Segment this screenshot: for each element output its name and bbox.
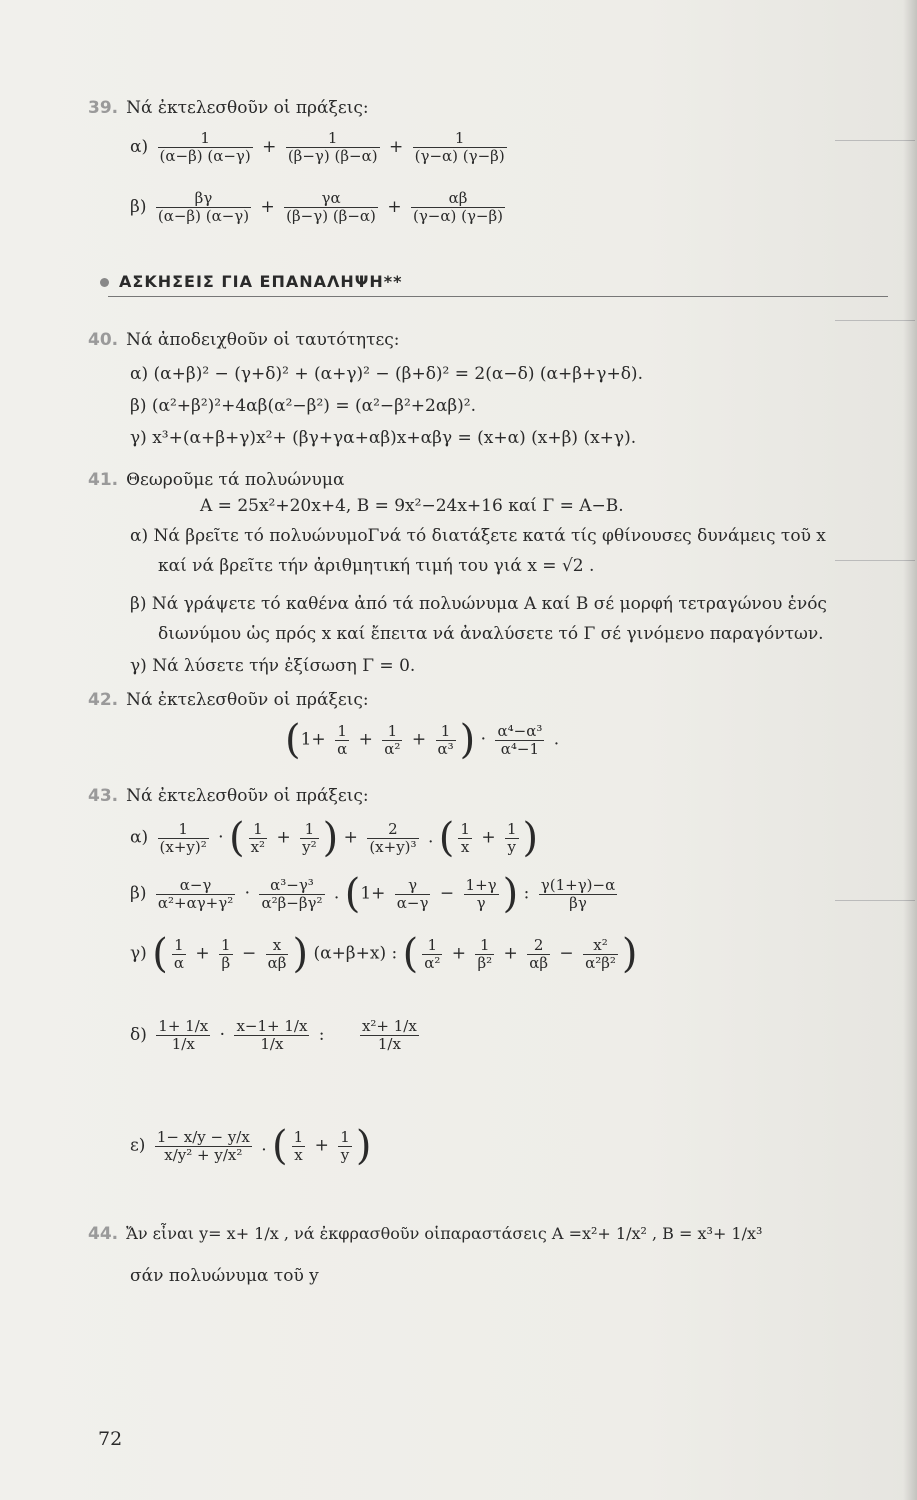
fraction: $\frac{\text{α⁴−α³}}{\text{α⁴−1}}$ bbox=[497, 721, 543, 758]
exercise-text: Νά ἐκτελεσθοῦν οἱ πράξεις: bbox=[126, 786, 369, 806]
exercise-text: Ἄν εἶναι y= x+ 1/x , νά ἐκφρασθοῦν οἱπαραστάσεις A =x²+ 1/x² , B = x³+ 1/x³ bbox=[126, 1224, 763, 1243]
section-heading bbox=[100, 272, 402, 292]
exercise-44-line1 bbox=[88, 1224, 762, 1244]
exercise-41-polynomials: A = 25x²+20x+4, B = 9x²−24x+16 καί Γ = A−B. bbox=[200, 496, 624, 516]
exercise-40c: γ) x³+(α+β+γ)x²+ (βγ+γα+αβ)x+αβγ = (x+α) (x+β) (x+γ). bbox=[130, 428, 637, 448]
exercise-43e: ε) $\frac{1- x/y - y/x}{\text{x/y² + y/x²}}$ . ( $\frac{1}{x}$ + $\frac{1}{y}$ ) bbox=[130, 1123, 372, 1169]
page-number: 72 bbox=[98, 1428, 123, 1450]
fraction: $\frac{1}{\text{α³}}$ bbox=[437, 721, 454, 758]
bullet-icon bbox=[100, 278, 109, 287]
exercise-number: 44. bbox=[88, 1224, 119, 1244]
exercise-number: 42. bbox=[88, 690, 119, 710]
exercise-43a: α) $\frac{1}{\text{(x+y)²}}$ · ( $\frac{1}{\text{x²}}$ + $\frac{1}{\text{y²}}$ ) + $\frac{2}{\text{(x+y)³}}$ . ( $\frac{1}{x}$ + $\frac{1}{y}$ ) bbox=[130, 815, 539, 861]
fraction: $\frac{1}{(\alpha-\beta) (\alpha-\gamma)}$ bbox=[159, 129, 251, 165]
page-shadow bbox=[903, 0, 917, 1500]
exercise-39-intro bbox=[88, 98, 369, 118]
exercise-39b: β) $\frac{\beta\gamma}{(\alpha-\beta) (\alpha-\gamma)}$ + $\frac{\gamma\alpha}{(\beta-\gamma) (\beta-\alpha)}$ + $\frac{\alpha\beta}{(\gamma-\alpha) (\gamma-\beta)}$ bbox=[130, 189, 504, 225]
exercise-42-intro bbox=[88, 690, 369, 710]
exercise-40a: α) (α+β)² − (γ+δ)² + (α+γ)² − (β+δ)² = 2(α−δ) (α+β+γ+δ). bbox=[130, 364, 643, 384]
item-label: β) bbox=[130, 197, 147, 217]
exercise-44-line2: σάν πολυώνυμα τοῦ y bbox=[130, 1266, 319, 1286]
fraction: $\frac{1}{(\gamma-\alpha) (\gamma-\beta)}$ bbox=[414, 129, 505, 165]
exercise-number: 41. bbox=[88, 470, 119, 490]
exercise-text: Νά ἐκτελεσθοῦν οἱ πράξεις: bbox=[126, 98, 369, 118]
exercise-41c: γ) Νά λύσετε τήν ἐξίσωση Γ = 0. bbox=[130, 656, 416, 676]
exercise-number: 39. bbox=[88, 98, 119, 118]
fraction: $\frac{1}{\alpha}$ bbox=[337, 721, 348, 758]
exercise-42-expression: (1+ $\frac{1}{\alpha}$ + $\frac{1}{\text{α²}}$ + $\frac{1}{\text{α³}}$ ) · $\frac{\text{α⁴−α³}}{\text{α⁴−1}}$ . bbox=[285, 717, 560, 763]
fraction: $\frac{\alpha\beta}{(\gamma-\alpha) (\gamma-\beta)}$ bbox=[412, 189, 504, 225]
exercise-40b: β) (α²+β²)²+4αβ(α²−β²) = (α²−β²+2αβ)². bbox=[130, 396, 477, 416]
fraction: $\frac{1}{\text{α²}}$ bbox=[384, 721, 401, 758]
section-title: ΑΣΚΗΣΕΙΣ ΓΙΑ ΕΠΑΝΑΛΗΨΗ** bbox=[119, 272, 403, 291]
exercise-number: 43. bbox=[88, 786, 119, 806]
divider bbox=[108, 296, 888, 297]
exercise-43c: γ) ( $\frac{1}{\alpha}$ + $\frac{1}{\beta}$ − $\frac{x}{\alpha\beta}$ ) (α+β+x) : ( $\frac{1}{\text{α²}}$ + $\frac{1}{\text{β²}}$ + $\frac{2}{\alpha\beta}$ − $\frac{\text{x²}}{\text{α²β²}}$ ) bbox=[130, 931, 638, 977]
exercise-43b: β) $\frac{\alpha-\gamma}{\text{α²+αγ+γ²}}$ · $\frac{\text{α³−γ³}}{\text{α²β−βγ²}}$ . (1+ $\frac{\gamma}{\alpha-\gamma}$ − $\frac{1+\gamma}{\gamma}$ ) : $\frac{\gamma(1+\gamma)-\alpha}{\beta\gamma}$ bbox=[130, 871, 616, 917]
exercise-41b-line2: διωνύμου ὡς πρός x καί ἔπειτα νά ἀναλύσετε τό Γ σέ γινόμενο παραγόντων. bbox=[158, 624, 824, 644]
exercise-43-intro bbox=[88, 786, 369, 806]
exercise-39a: α) $\frac{1}{(\alpha-\beta) (\alpha-\gamma)}$ + $\frac{1}{(\beta-\gamma) (\beta-\alpha)}$ + $\frac{1}{(\gamma-\alpha) (\gamma-\beta)}$ bbox=[130, 129, 505, 165]
exercise-text: Νά ἀποδειχθοῦν οἱ ταυτότητες: bbox=[126, 330, 400, 350]
exercise-number: 40. bbox=[88, 330, 119, 350]
exercise-41b-line1: β) Νά γράψετε τό καθένα ἀπό τά πολυώνυμα A καί B σέ μορφή τετραγώνου ἑνός bbox=[130, 594, 827, 614]
fraction: $\frac{1}{(\beta-\gamma) (\beta-\alpha)}$ bbox=[287, 129, 378, 165]
exercise-text: Θεωροῦμε τά πολυώνυμα bbox=[126, 470, 345, 490]
exercise-43d: δ) $\frac{1+ 1/x}{1/x}$ · $\frac{x-1+ 1/x}{1/x}$ : $\frac{\text{x²+ 1/x}}{1/x}$ bbox=[130, 1017, 417, 1053]
exercise-text: Νά ἐκτελεσθοῦν οἱ πράξεις: bbox=[126, 690, 369, 710]
exercise-41a-line2: καί νά βρεῖτε τήν ἀριθμητική τιμή του γιά x = √2 . bbox=[158, 556, 595, 576]
fraction: $\frac{\gamma\alpha}{(\beta-\gamma) (\beta-\alpha)}$ bbox=[286, 189, 376, 225]
exercise-41a-line1: α) Νά βρεῖτε τό πολυώνυμοΓνά τό διατάξετε κατά τίς φθίνουσες δυνάμεις τοῦ x bbox=[130, 526, 826, 546]
exercise-41-intro bbox=[88, 470, 344, 490]
exercise-40-intro bbox=[88, 330, 400, 350]
fraction: $\frac{\beta\gamma}{(\alpha-\beta) (\alpha-\gamma)}$ bbox=[157, 189, 250, 225]
item-label: α) bbox=[130, 137, 149, 157]
